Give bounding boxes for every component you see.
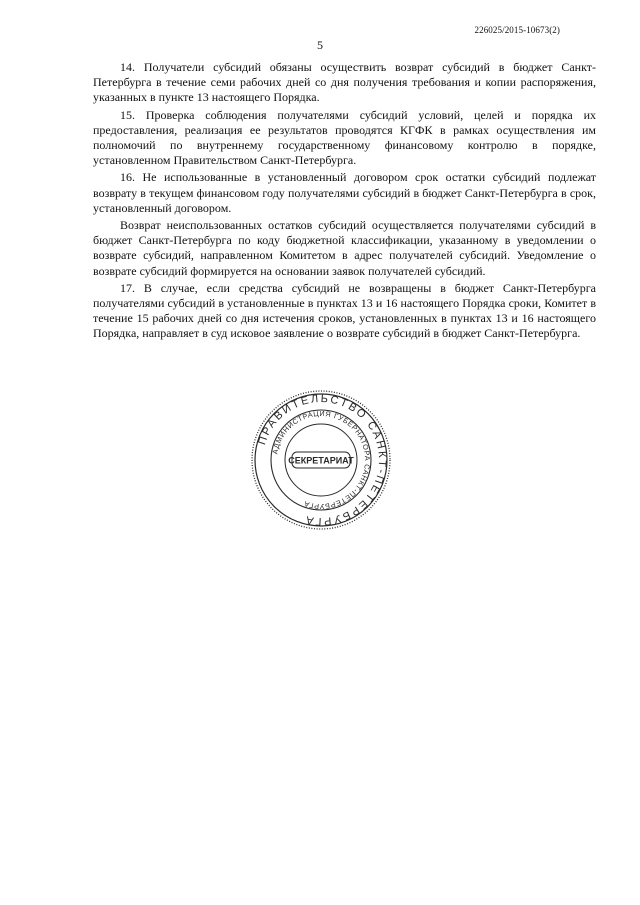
paragraph-16: 16. Не использованные в установленный договором срок остатки субсидий подлежат возврату в текущем финансовом году получателями субсидий в бюджет Санкт-Петербурга в срок, установленный договором. (93, 170, 596, 215)
seal-outer-text: ПРАВИТЕЛЬСТВО САНКТ-ПЕТЕРБУРГА (256, 392, 389, 528)
paragraph-17: 17. В случае, если средства субсидий не возвращены в бюджет Санкт-Петербурга получателями субсидий в установленные в пунктах 13 и 16 настоящего Порядка сроки, Комитет в течение 15 рабочих дней со дня истечения сроков, установленных в пунктах 13 и 16 настоящего Порядка, направляет в суд исковое заявление о возврате субсидий в бюджет Санкт-Петербурга. (93, 280, 596, 341)
paragraph-15: 15. Проверка соблюдения получателями субсидий условий, целей и порядка их предоставления, реализация ее результатов проводятся КГФК в рамках осуществления им полномочий по внутреннему государственному финансовому контролю в порядке, установленном Правительством Санкт-Петербурга. (93, 107, 596, 168)
seal-inner-text: АДМИНИСТРАЦИЯ ГУБЕРНАТОРА САНКТ-ПЕТЕРБУРГА (270, 408, 373, 512)
official-seal-stamp (250, 389, 392, 531)
seal-graphic (250, 389, 392, 531)
paragraph-14: 14. Получатели субсидий обязаны осуществить возврат субсидий в бюджет Санкт-Петербурга в течение семи рабочих дней со дня получения требования и копии распоряжения, указанных в пункте 13 настоящего Порядка. (93, 60, 596, 105)
document-body (93, 60, 596, 344)
document-id: 226025/2015-10673(2) (474, 25, 560, 35)
seal-center-text: СЕКРЕТАРИАТ (288, 455, 354, 466)
page-number: 5 (317, 38, 323, 52)
paragraph-16-continued: Возврат неиспользованных остатков субсидий осуществляется получателями субсидий в бюджет Санкт-Петербурга по коду бюджетной классификации, указанному в уведомлении о возврате субсидий, направленном Комитетом в адрес получателей субсидий. Уведомление о возврате субсидий формируется на основании заявок получателей субсидий. (93, 218, 596, 278)
